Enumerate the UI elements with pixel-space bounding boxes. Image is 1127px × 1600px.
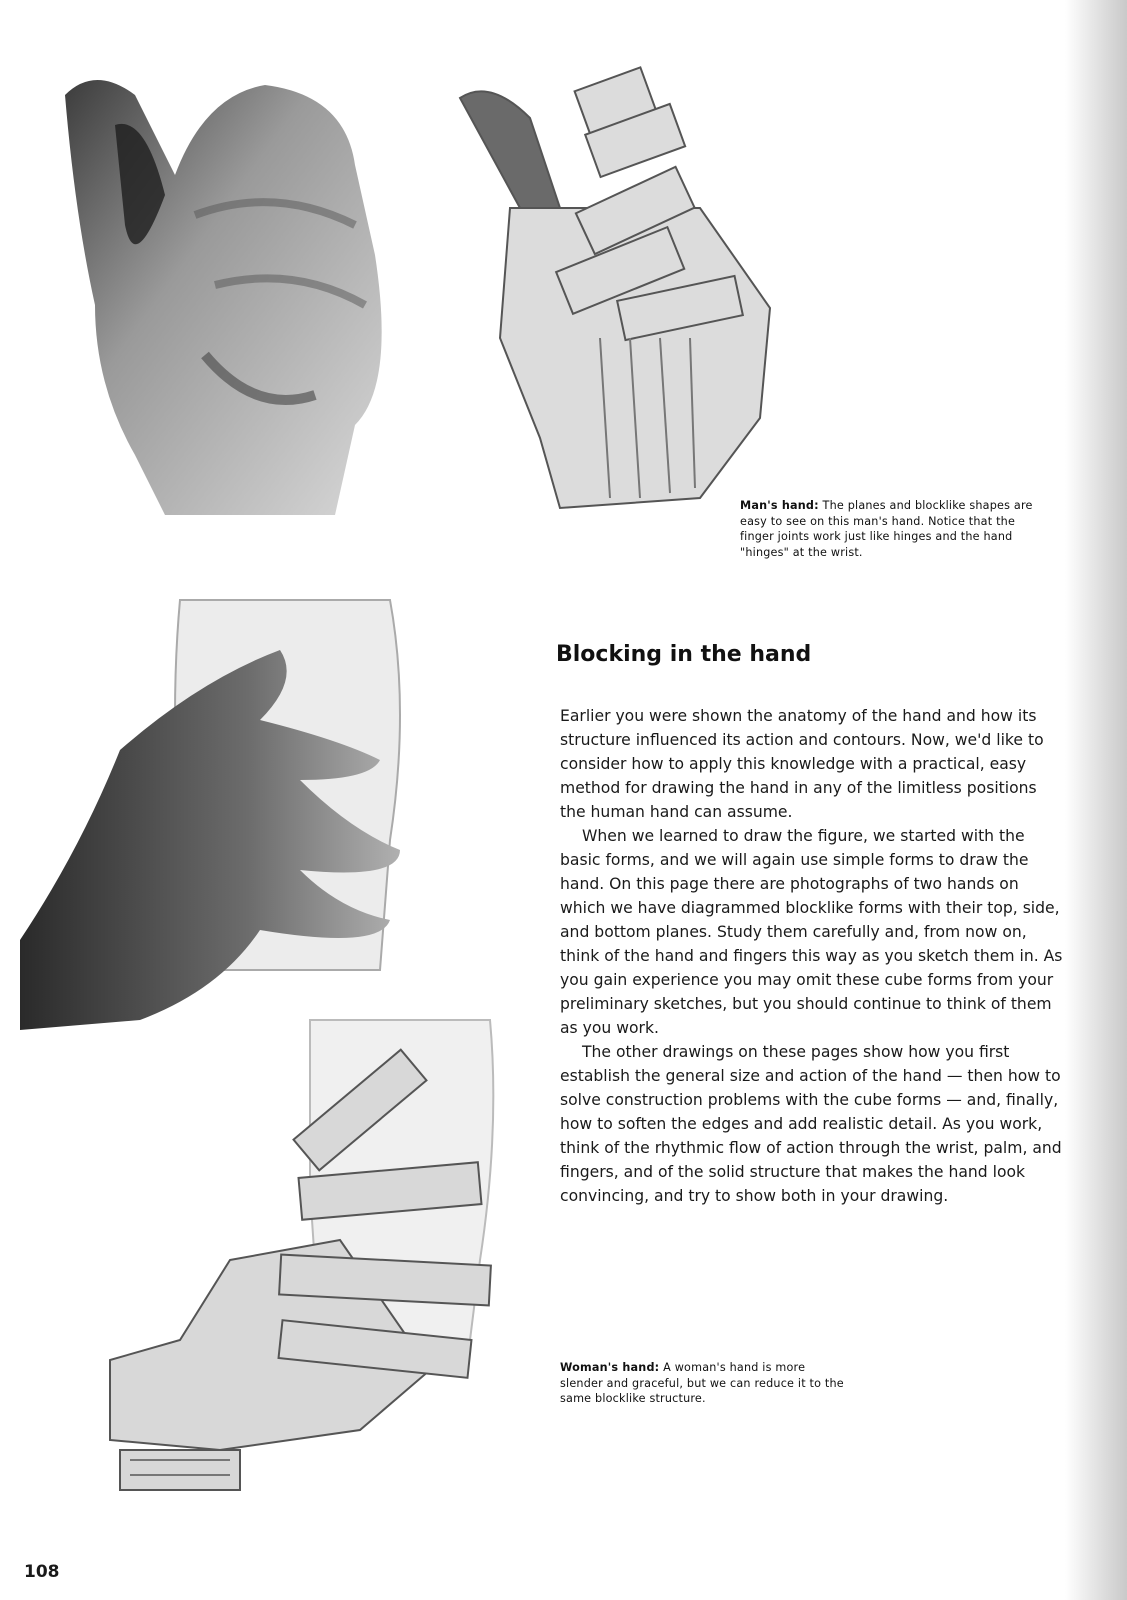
woman-hand-block-drawing	[100, 1010, 520, 1500]
article-heading: Blocking in the hand	[556, 642, 812, 667]
woman-hand-caption-text: A woman's hand is more slender and graceful, but we can reduce it to the same blocklike structure.	[560, 1361, 844, 1405]
woman-hand-caption-label: Woman's hand:	[560, 1361, 660, 1374]
man-hand-caption-text: The planes and blocklike shapes are easy to see on this man's hand. Notice that the finger joints work just like hinges and the hand "hinges" at the wrist.	[740, 499, 1033, 559]
man-hand-caption	[740, 498, 1040, 560]
page-number: 108	[24, 1562, 60, 1582]
article-paragraph: The other drawings on these pages show how you first establish the general size and action of the hand — then how to solve construction problems with the cube forms — and, finally, how to soften the edges and add realistic detail. As you work, think of the rhythmic flow of action through the wrist, palm, and fingers, and of the solid structure that makes the hand look convincing, and try to show both in your drawing.	[560, 1043, 1062, 1205]
man-hand-caption-label: Man's hand:	[740, 499, 819, 512]
woman-hand-caption	[560, 1360, 850, 1407]
man-hand-photo	[55, 55, 415, 525]
woman-hand-photo	[20, 590, 420, 1030]
article-body	[560, 704, 1066, 1208]
man-hand-block-drawing	[440, 38, 800, 538]
page-edge-shadow	[1065, 0, 1127, 1600]
article-paragraph: When we learned to draw the figure, we started with the basic forms, and we will again use simple forms to draw the hand. On this page there are photographs of two hands on which we have diagrammed blocklike forms with their top, side, and bottom planes. Study them carefully and, from now on, think of the hand and fingers this way as you sketch them in. As you gain experience you may omit these cube forms from your preliminary sketches, but you should continue to think of them as you work.	[560, 827, 1063, 1037]
article-paragraph: Earlier you were shown the anatomy of the hand and how its structure influenced its action and contours. Now, we'd like to consider how to apply this knowledge with a practical, easy method for drawing the hand in any of the limitless positions the human hand can assume.	[560, 707, 1044, 821]
